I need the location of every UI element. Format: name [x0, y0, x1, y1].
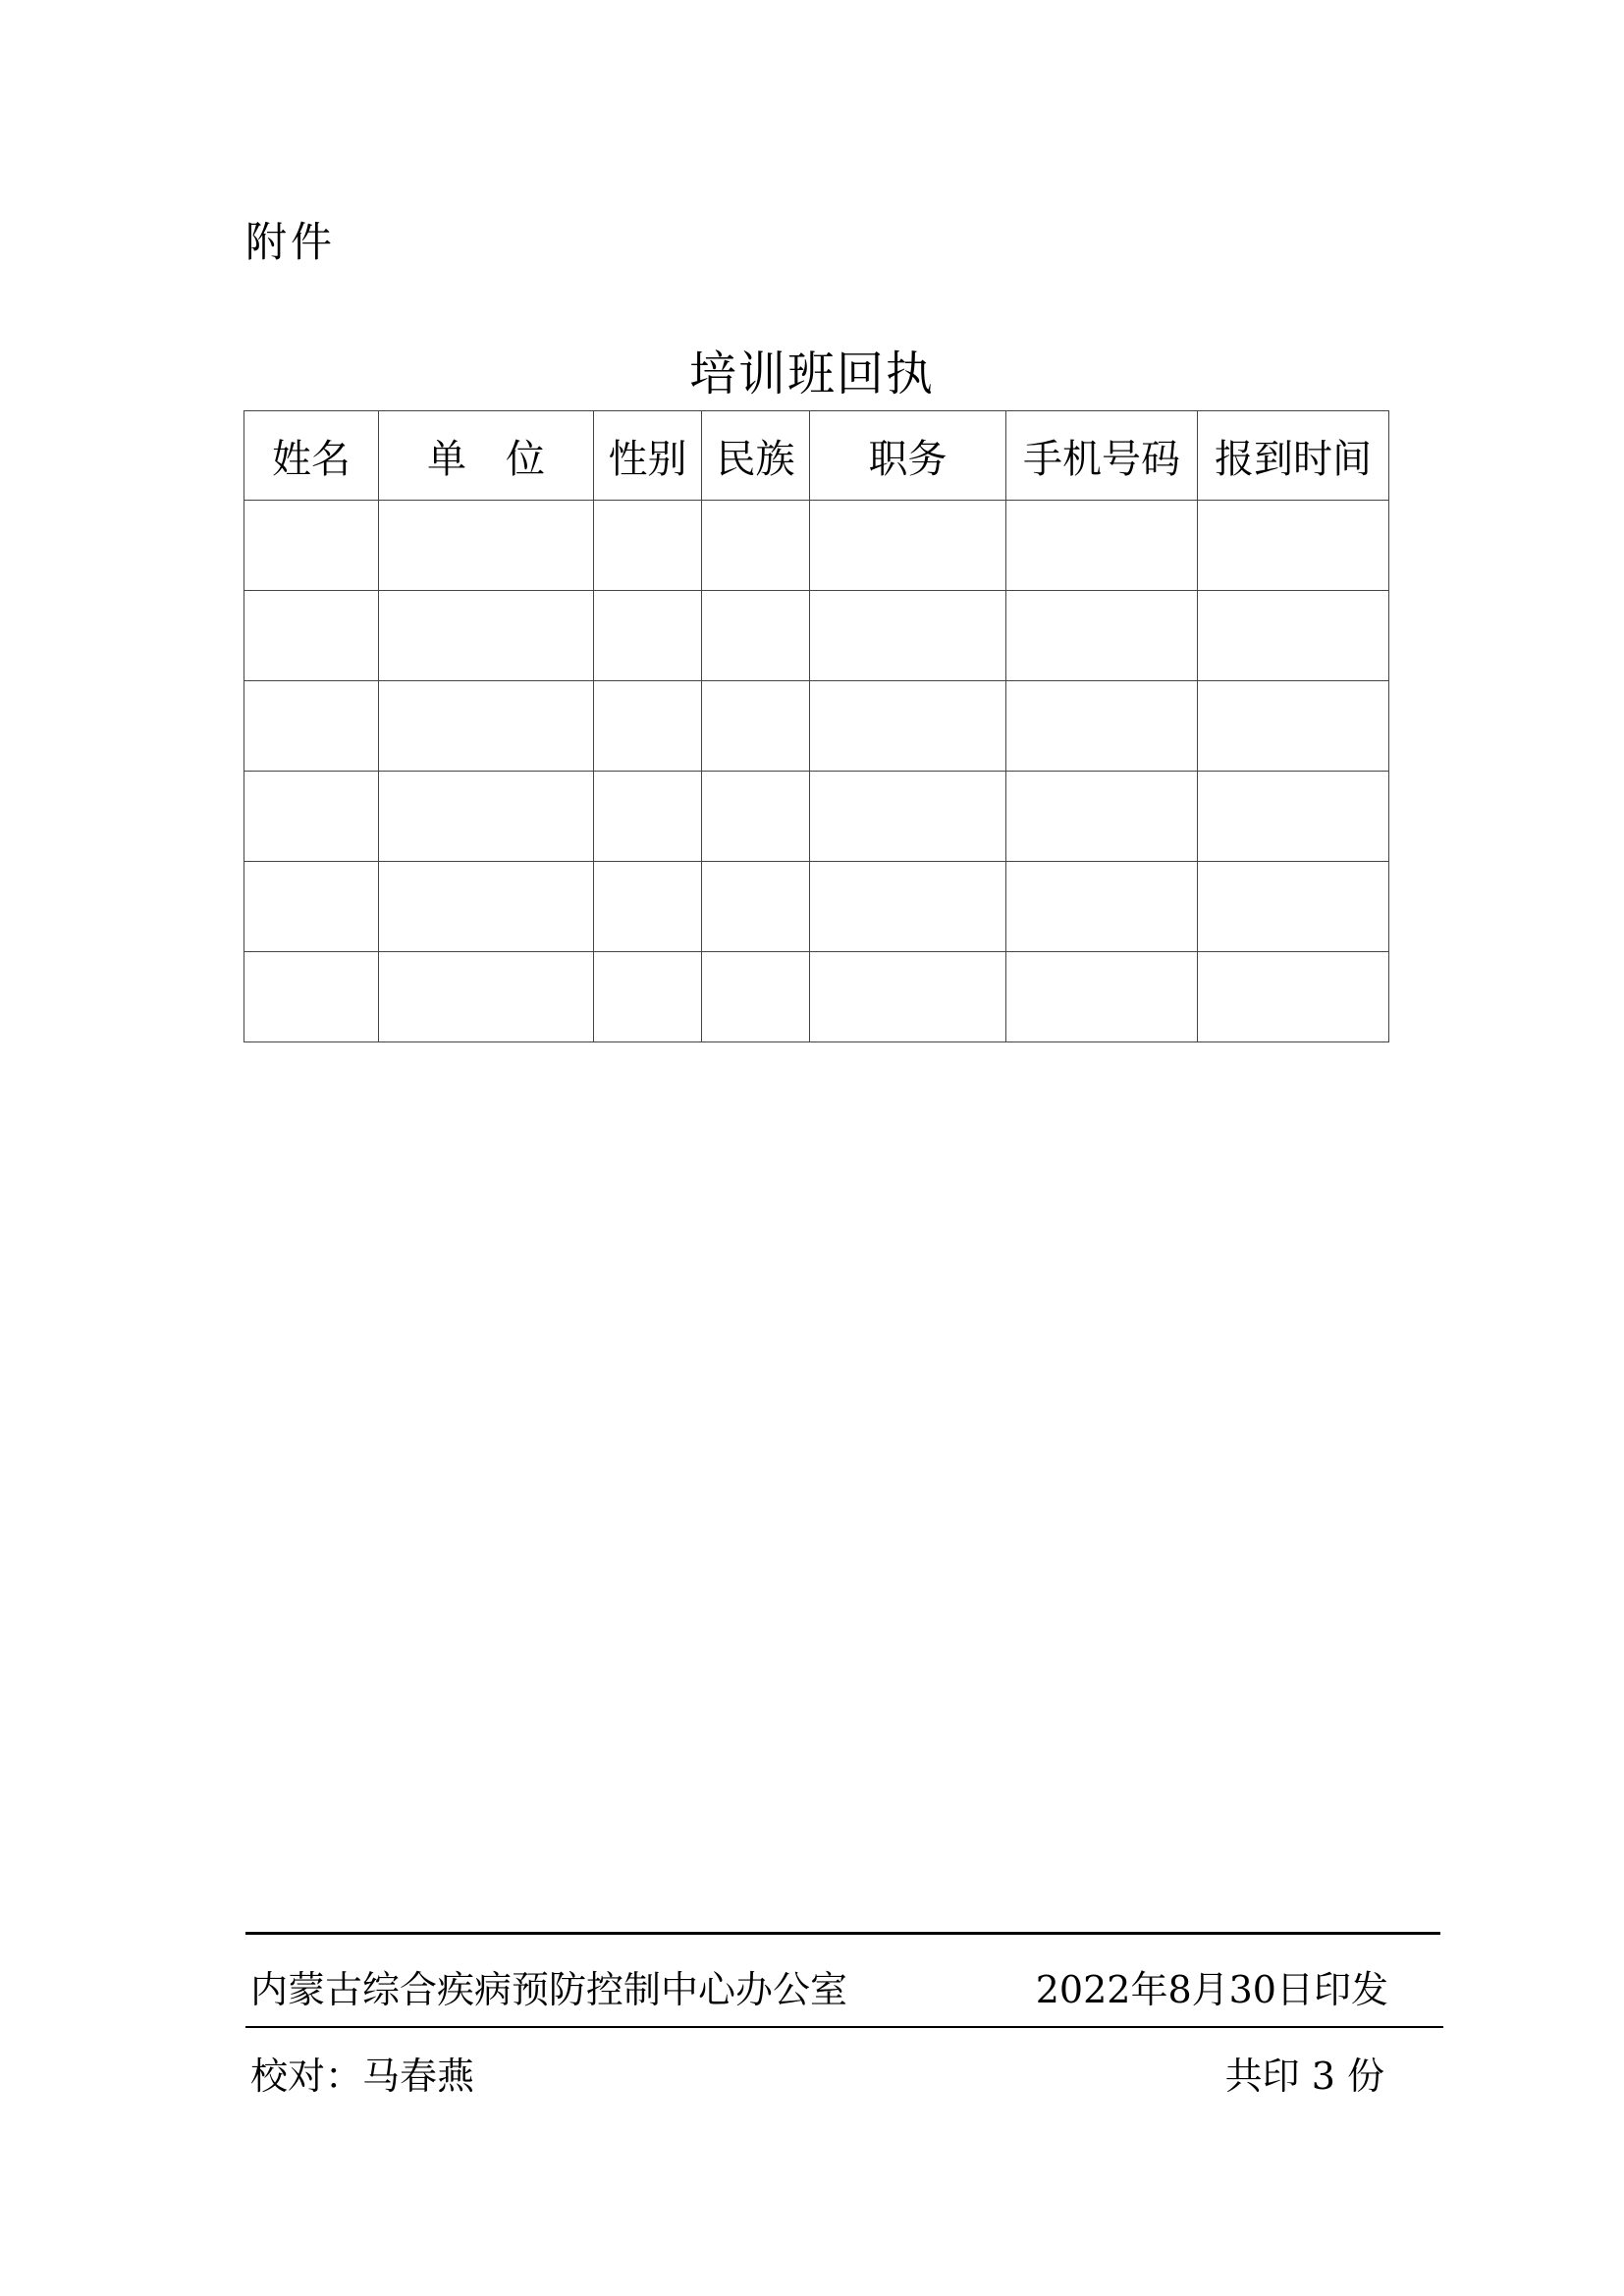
footer-top-rule [245, 1932, 1440, 1935]
table-cell [244, 952, 379, 1042]
table-cell [244, 591, 379, 681]
registration-table [244, 410, 1389, 1042]
table-cell [1198, 772, 1389, 862]
table-cell [379, 501, 594, 591]
table-row [244, 591, 1389, 681]
table-row [244, 772, 1389, 862]
table-cell [1006, 681, 1198, 772]
table-cell [379, 952, 594, 1042]
table-cell [379, 772, 594, 862]
table-cell [1006, 591, 1198, 681]
table-cell [379, 862, 594, 952]
column-header-unit: 单 位 [379, 411, 594, 501]
table-cell [810, 591, 1006, 681]
table-row [244, 862, 1389, 952]
table-cell [1198, 501, 1389, 591]
table-cell [702, 862, 810, 952]
table-row [244, 501, 1389, 591]
table-cell [594, 952, 702, 1042]
footer-middle-rule [245, 2026, 1443, 2028]
column-header-name: 姓名 [244, 411, 379, 501]
table-cell [594, 862, 702, 952]
proofreader: 校对：马春燕 [250, 2055, 475, 2098]
column-header-phone: 手机号码 [1006, 411, 1198, 501]
table-body [244, 501, 1389, 1042]
column-header-gender: 性别 [594, 411, 702, 501]
table-cell [594, 501, 702, 591]
table-row [244, 681, 1389, 772]
issuer-name: 内蒙古综合疾病预防控制中心办公室 [250, 1968, 848, 2011]
table-cell [244, 772, 379, 862]
table-cell [244, 862, 379, 952]
issue-date: 2022年8月30日印发 [1035, 1968, 1388, 2011]
copies-count: 共印 3 份 [1224, 2055, 1384, 2098]
table-cell [594, 681, 702, 772]
table-cell [379, 591, 594, 681]
table-cell [810, 952, 1006, 1042]
column-header-arrival-time: 报到时间 [1198, 411, 1389, 501]
table-cell [244, 681, 379, 772]
table-cell [810, 772, 1006, 862]
table-cell [1198, 681, 1389, 772]
attachment-label: 附件 [245, 218, 337, 266]
table-cell [1198, 591, 1389, 681]
table-cell [244, 501, 379, 591]
table-cell [1006, 952, 1198, 1042]
table-cell [1198, 862, 1389, 952]
column-header-position: 职务 [810, 411, 1006, 501]
table-cell [1006, 772, 1198, 862]
table-cell [810, 681, 1006, 772]
table-cell [702, 591, 810, 681]
table-cell [702, 772, 810, 862]
table-row [244, 952, 1389, 1042]
table-cell [1006, 862, 1198, 952]
table-cell [810, 501, 1006, 591]
table-cell [702, 681, 810, 772]
table-cell [702, 952, 810, 1042]
table-cell [810, 862, 1006, 952]
table-cell [379, 681, 594, 772]
table-header-row [244, 411, 1389, 501]
column-header-ethnicity: 民族 [702, 411, 810, 501]
table-cell [594, 772, 702, 862]
form-title: 培训班回执 [688, 347, 935, 401]
table-cell [1006, 501, 1198, 591]
table-cell [1198, 952, 1389, 1042]
table-cell [702, 501, 810, 591]
table-cell [594, 591, 702, 681]
